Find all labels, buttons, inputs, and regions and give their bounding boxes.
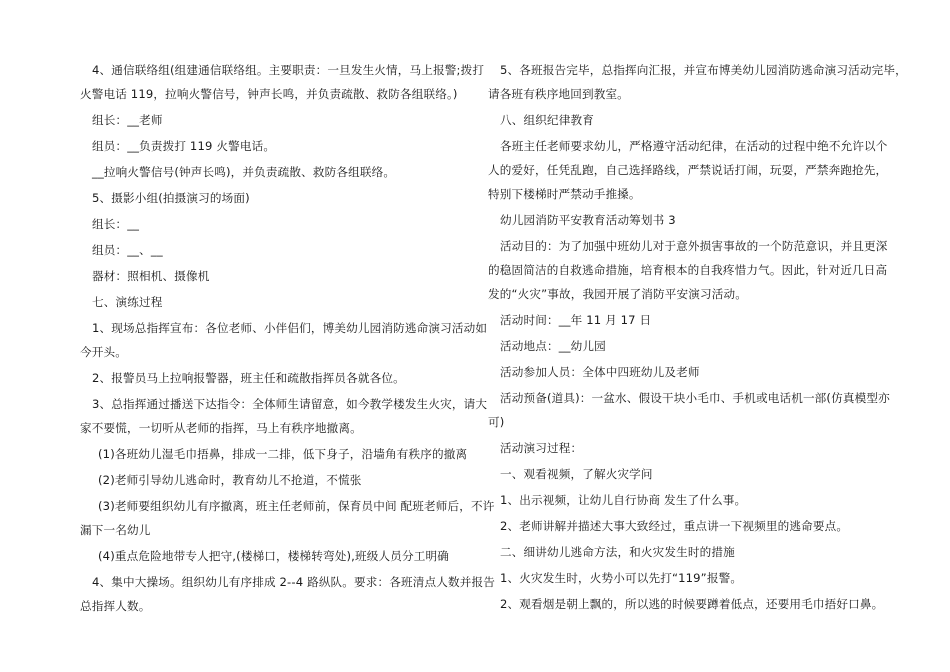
paragraph-line: 组员：__、__ [92, 243, 163, 257]
paragraph-line: 1、现场总指挥宣布：各位老师、小伴侣们，博美幼儿园消防逃命演习活动如 [92, 321, 488, 335]
paragraph-line: 总指挥人数。 [80, 599, 151, 613]
paragraph-line: 活动目的：为了加强中班幼儿对于意外损害事故的一个防范意识，并且更深 [500, 239, 888, 253]
paragraph-line: 4、通信联络组(组建通信联络组。主要职责：一旦发生火情，马上报警;拨打 [92, 63, 485, 77]
paragraph-line: 请各班有秩序地回到教室。 [488, 87, 629, 101]
paragraph-line: 活动地点：__幼儿园 [500, 339, 606, 353]
paragraph-line: 5、摄影小组(拍摄演习的场面) [92, 191, 250, 205]
paragraph-line: 4、集中大操场。组织幼儿有序排成 2--4 路纵队。要求：各班清点人数并报告 [92, 575, 495, 589]
paragraph-line: 人的爱好，任凭乱跑，自己选择路线，严禁说话打闹，玩耍，严禁奔跑抢先， [488, 163, 888, 177]
paragraph-line: (1)各班幼儿湿毛巾捂鼻，排成一二排，低下身子，沿墙角有秩序的撤离 [98, 447, 468, 461]
paragraph-line: 各班主任老师要求幼儿，严格遵守活动纪律，在活动的过程中绝不允许以个 [500, 139, 888, 153]
paragraph-line: 活动参加人员：全体中四班幼儿及老师 [500, 365, 700, 379]
paragraph-line: (2)老师引导幼儿逃命时，教育幼儿不抢道，不慌张 [98, 473, 362, 487]
paragraph-line: 组长：__老师 [92, 113, 163, 127]
paragraph-line: 3、总指挥通过播送下达指令：全体师生请留意，如今教学楼发生火灾，请大 [92, 397, 488, 411]
paragraph-line: 组长：__ [92, 217, 140, 231]
section-heading: 八、组织纪律教育 [500, 113, 594, 127]
paragraph-line: 2、老师讲解并描述大事大致经过，重点讲一下视频里的逃命要点。 [500, 519, 849, 533]
paragraph-line: 器材：照相机、摄像机 [92, 269, 210, 283]
paragraph-line: (4)重点危险地带专人把守,(楼梯口，楼梯转弯处),班级人员分工明确 [98, 549, 449, 563]
paragraph-line: __拉响火警信号(钟声长鸣)，并负责疏散、救防各组联络。 [92, 165, 396, 179]
paragraph-line: 今开头。 [80, 345, 127, 359]
paragraph-line: 发的“火灾”事故，我园开展了消防平安演习活动。 [488, 287, 747, 301]
paragraph-line: 特别下楼梯时严禁动手推搡。 [488, 187, 641, 201]
paragraph-line: 5、各班报告完毕，总指挥向汇报，并宣布博美幼儿园消防逃命演习活动完毕， [500, 63, 907, 77]
section-heading: 七、演练过程 [92, 295, 163, 309]
section-heading: 一、观看视频，了解火灾学问 [500, 467, 653, 481]
paragraph-line: 1、出示视频，让幼儿自行协商 发生了什么事。 [500, 493, 747, 507]
document-subtitle: 幼儿园消防平安教育活动筹划书 3 [500, 213, 676, 227]
paragraph-line: 2、报警员马上拉响报警器，班主任和疏散指挥员各就各位。 [92, 371, 405, 385]
paragraph-line: (3)老师要组织幼儿有序撤离，班主任老师前，保育员中间 配班老师后，不许 [98, 499, 495, 513]
paragraph-line: 漏下一名幼儿 [80, 523, 151, 537]
paragraph-line: 2、观看烟是朝上飘的，所以逃的时候要蹲着低点，还要用毛巾捂好口鼻。 [500, 597, 884, 611]
paragraph-line: 活动预备(道具)：一盆水、假设干块小毛巾、手机或电话机一部(仿真模型亦 [500, 391, 890, 405]
paragraph-line: 组员：__负责拨打 119 火警电话。 [92, 139, 276, 153]
paragraph-line: 可) [488, 415, 505, 429]
paragraph-line: 活动时间：__年 11 月 17 日 [500, 313, 652, 327]
paragraph-line: 活动演习过程： [500, 441, 583, 455]
section-heading: 二、细讲幼儿逃命方法，和火灾发生时的措施 [500, 545, 735, 559]
paragraph-line: 火警电话 119，拉响火警信号，钟声长鸣，并负责疏散、救防各组联络。) [80, 87, 458, 101]
paragraph-line: 的稳固简洁的自救逃命措施，培育根本的自我疼惜力气。因此，针对近几日高 [488, 263, 888, 277]
paragraph-line: 家不要慌，一切听从老师的指挥，马上有秩序地撤离。 [80, 421, 362, 435]
paragraph-line: 1、火灾发生时，火势小可以先打“119”报警。 [500, 571, 743, 585]
